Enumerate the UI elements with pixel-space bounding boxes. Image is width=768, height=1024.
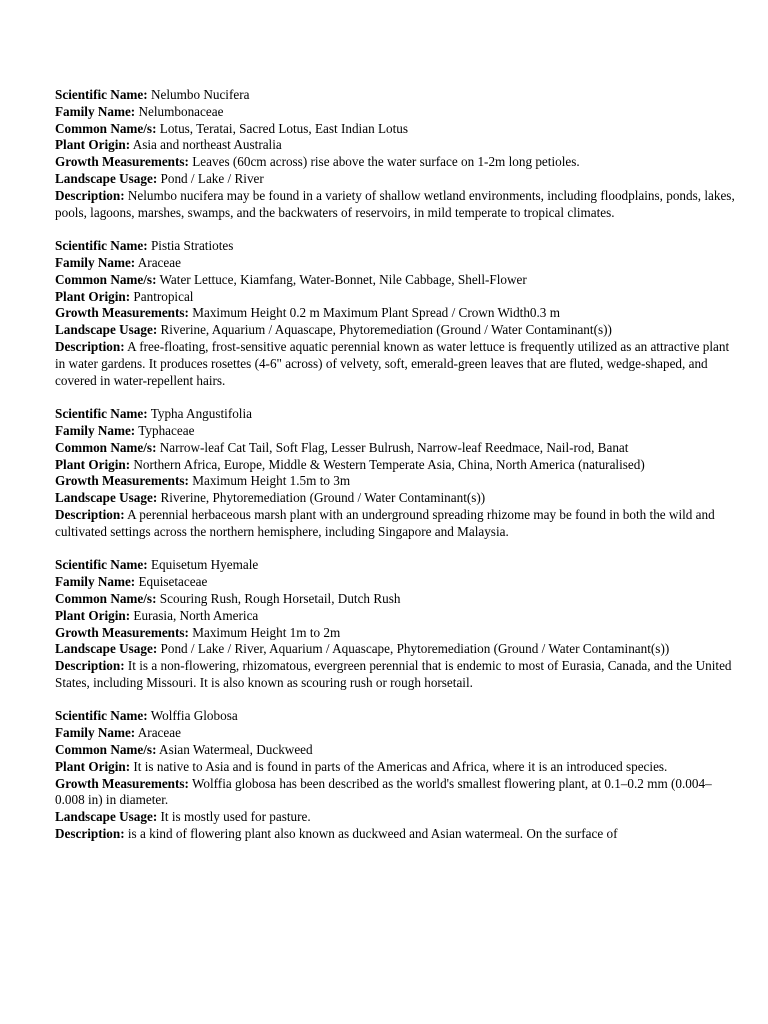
family-name-value: Araceae [137, 725, 181, 741]
plant-origin-value: Asia and northeast Australia [132, 137, 282, 153]
family-name-value: Nelumbonaceae [138, 103, 224, 119]
plant-entry [55, 557, 735, 691]
family-name-row [55, 574, 735, 591]
description-label: Description: [55, 187, 125, 203]
description-value: Nelumbo nucifera may be found in a variety of shallow wetland environments, including floodplains, ponds, lakes, pools, lagoons, marshes, swamps, and the backwaters of reservoirs, in mild temperate to tropical climates. [55, 187, 735, 220]
plant-entry [55, 238, 735, 389]
family-name-value: Typhaceae [138, 422, 195, 438]
family-name-label: Family Name: [55, 254, 136, 270]
description-row [55, 188, 735, 222]
plant-origin-label: Plant Origin: [55, 607, 131, 623]
landscape-usage-label: Landscape Usage: [55, 641, 158, 657]
plant-origin-label: Plant Origin: [55, 456, 131, 472]
growth-measurements-value: Leaves (60cm across) rise above the water surface on 1-2m long petioles. [192, 154, 580, 170]
description-row [55, 339, 735, 389]
growth-measurements-row [55, 776, 735, 810]
scientific-name-value: Equisetum Hyemale [150, 557, 259, 573]
plant-origin-row [55, 137, 735, 154]
common-names-row [55, 742, 735, 759]
landscape-usage-value: Pond / Lake / River, Aquarium / Aquascape, Phytoremediation (Ground / Water Contaminant(s)) [160, 641, 670, 657]
description-label: Description: [55, 826, 125, 842]
scientific-name-label: Scientific Name: [55, 557, 148, 573]
landscape-usage-row [55, 641, 735, 658]
document-body [55, 87, 735, 860]
plant-origin-label: Plant Origin: [55, 288, 131, 304]
growth-measurements-row [55, 305, 735, 322]
scientific-name-row [55, 557, 735, 574]
growth-measurements-label: Growth Measurements: [55, 624, 189, 640]
family-name-row [55, 423, 735, 440]
common-names-row [55, 440, 735, 457]
scientific-name-label: Scientific Name: [55, 87, 148, 102]
plant-origin-value: It is native to Asia and is found in parts of the Americas and Africa, where it is an introduced species. [133, 758, 668, 774]
description-label: Description: [55, 506, 125, 522]
family-name-label: Family Name: [55, 574, 136, 590]
common-names-label: Common Name/s: [55, 271, 157, 287]
common-names-label: Common Name/s: [55, 439, 157, 455]
landscape-usage-row [55, 171, 735, 188]
plant-origin-value: Northern Africa, Europe, Middle & Western Temperate Asia, China, North America (naturalised) [133, 456, 645, 472]
plant-entry [55, 708, 735, 842]
family-name-row [55, 104, 735, 121]
family-name-label: Family Name: [55, 103, 136, 119]
landscape-usage-row [55, 322, 735, 339]
scientific-name-row [55, 238, 735, 255]
scientific-name-value: Typha Angustifolia [150, 406, 252, 422]
description-row [55, 658, 735, 692]
plant-entry [55, 406, 735, 540]
family-name-row [55, 725, 735, 742]
plant-origin-row [55, 289, 735, 306]
plant-origin-label: Plant Origin: [55, 758, 131, 774]
landscape-usage-label: Landscape Usage: [55, 490, 158, 506]
plant-origin-label: Plant Origin: [55, 137, 131, 153]
landscape-usage-value: It is mostly used for pasture. [160, 809, 311, 825]
landscape-usage-row [55, 490, 735, 507]
plant-origin-row [55, 457, 735, 474]
landscape-usage-value: Pond / Lake / River [160, 170, 264, 186]
common-names-value: Scouring Rush, Rough Horsetail, Dutch Rush [159, 590, 401, 606]
common-names-value: Water Lettuce, Kiamfang, Water-Bonnet, Nile Cabbage, Shell-Flower [159, 271, 527, 287]
description-row [55, 507, 735, 541]
scientific-name-row [55, 406, 735, 423]
scientific-name-value: Wolffia Globosa [150, 708, 238, 724]
common-names-label: Common Name/s: [55, 120, 157, 136]
description-value: A free-floating, frost-sensitive aquatic perennial known as water lettuce is frequently utilized as an attractive plant in water gardens. It produces rosettes (4-6" across) of velvety, soft, emerald-green leaves that are fluted, wedge-shaped, and covered in water-repellent hairs. [55, 338, 730, 388]
scientific-name-label: Scientific Name: [55, 406, 148, 422]
landscape-usage-value: Riverine, Phytoremediation (Ground / Water Contaminant(s)) [160, 490, 486, 506]
growth-measurements-label: Growth Measurements: [55, 154, 189, 170]
common-names-row [55, 591, 735, 608]
growth-measurements-row [55, 154, 735, 171]
common-names-label: Common Name/s: [55, 742, 157, 758]
landscape-usage-label: Landscape Usage: [55, 809, 158, 825]
landscape-usage-value: Riverine, Aquarium / Aquascape, Phytoremediation (Ground / Water Contaminant(s)) [160, 322, 612, 338]
description-value: is a kind of flowering plant also known as duckweed and Asian watermeal. On the surface of [127, 826, 618, 842]
growth-measurements-label: Growth Measurements: [55, 473, 189, 489]
family-name-value: Araceae [137, 254, 181, 270]
growth-measurements-value: Maximum Height 0.2 m Maximum Plant Spread / Crown Width0.3 m [192, 305, 560, 321]
scientific-name-value: Nelumbo Nucifera [150, 87, 250, 102]
growth-measurements-row [55, 625, 735, 642]
scientific-name-row [55, 87, 735, 104]
description-row [55, 826, 735, 843]
plant-origin-row [55, 759, 735, 776]
growth-measurements-value: Wolffia globosa has been described as the world's smallest flowering plant, at 0.1–0.2 mm (0.004–0.008 in) in diameter. [55, 775, 712, 808]
landscape-usage-row [55, 809, 735, 826]
description-label: Description: [55, 658, 125, 674]
common-names-value: Asian Watermeal, Duckweed [159, 742, 313, 758]
family-name-label: Family Name: [55, 422, 136, 438]
plant-origin-row [55, 608, 735, 625]
landscape-usage-label: Landscape Usage: [55, 170, 158, 186]
common-names-row [55, 272, 735, 289]
plant-origin-value: Eurasia, North America [133, 607, 259, 623]
growth-measurements-value: Maximum Height 1m to 2m [192, 624, 341, 640]
growth-measurements-label: Growth Measurements: [55, 775, 189, 791]
landscape-usage-label: Landscape Usage: [55, 322, 158, 338]
growth-measurements-value: Maximum Height 1.5m to 3m [192, 473, 351, 489]
common-names-value: Narrow-leaf Cat Tail, Soft Flag, Lesser Bulrush, Narrow-leaf Reedmace, Nail-rod, Banat [159, 439, 629, 455]
scientific-name-row [55, 708, 735, 725]
growth-measurements-label: Growth Measurements: [55, 305, 189, 321]
common-names-label: Common Name/s: [55, 590, 157, 606]
scientific-name-label: Scientific Name: [55, 708, 148, 724]
family-name-value: Equisetaceae [138, 574, 208, 590]
plant-entry [55, 87, 735, 221]
common-names-row [55, 121, 735, 138]
description-value: It is a non-flowering, rhizomatous, evergreen perennial that is endemic to most of Eurasia, Canada, and the United States, including Missouri. It is also known as scouring rush or rough horsetail. [55, 658, 732, 690]
description-value: A perennial herbaceous marsh plant with an underground spreading rhizome may be found in both the wild and cultivated settings across the northern hemisphere, including Singapore and Malaysia. [55, 506, 715, 539]
growth-measurements-row [55, 473, 735, 490]
scientific-name-value: Pistia Stratiotes [150, 238, 234, 254]
family-name-label: Family Name: [55, 725, 136, 741]
plant-origin-value: Pantropical [133, 288, 194, 304]
common-names-value: Lotus, Teratai, Sacred Lotus, East Indian Lotus [159, 120, 409, 136]
scientific-name-label: Scientific Name: [55, 238, 148, 254]
description-label: Description: [55, 338, 125, 354]
family-name-row [55, 255, 735, 272]
